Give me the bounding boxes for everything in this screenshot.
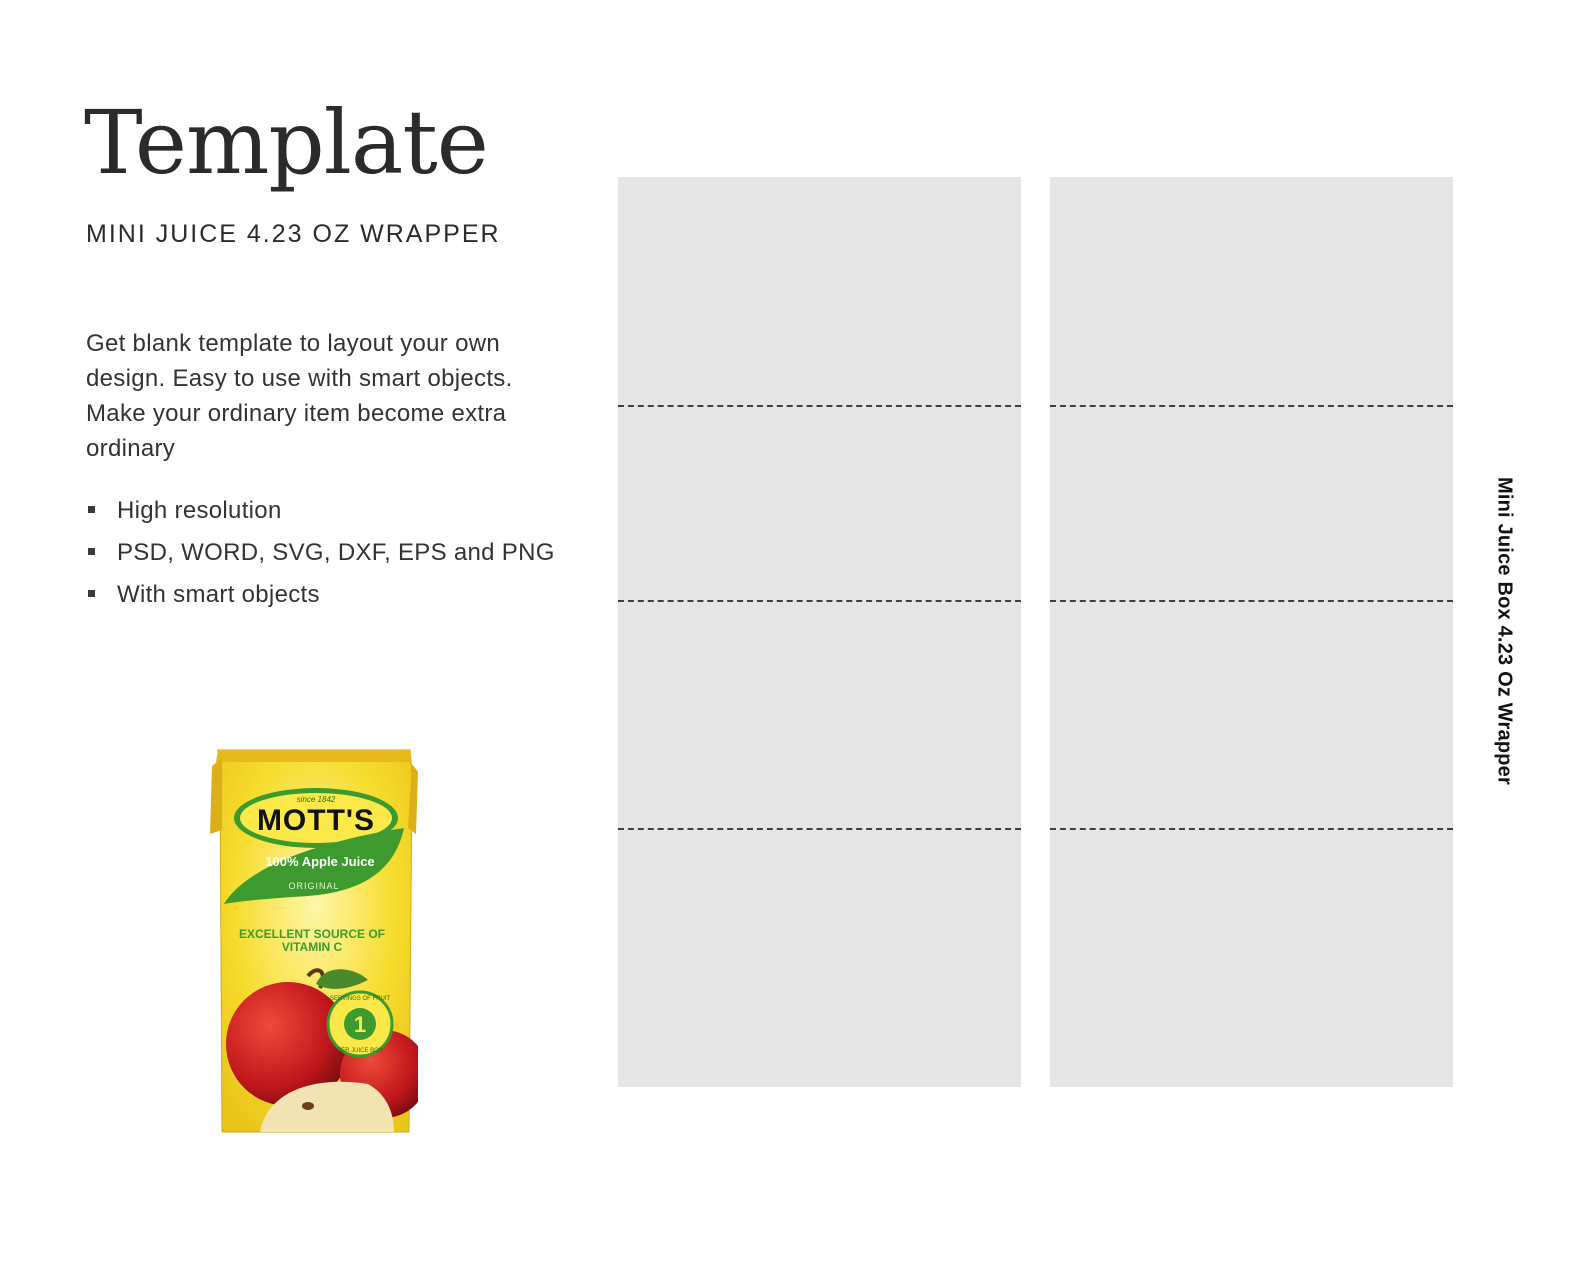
juice-box-image (208, 744, 418, 1136)
template-panel-left (618, 177, 1021, 1087)
description-text: Get blank template to layout your own design. Easy to use with smart objects. Make your ordinary item become extra ordinary (86, 330, 513, 462)
fold-line (618, 828, 1021, 830)
page-title: Template (84, 91, 488, 194)
fold-line (1050, 405, 1453, 407)
claim-line-2: VITAMIN C (281, 940, 343, 954)
badge-top-text: SERVINGS OF FRUIT (329, 996, 391, 1002)
fold-line (618, 405, 1021, 407)
fold-line (1050, 828, 1453, 830)
feature-label: PSD, WORD, SVG, DXF, EPS and PNG (117, 539, 555, 566)
claim-line-1: EXCELLENT SOURCE OF (238, 927, 386, 941)
badge-number: 1 (353, 1012, 367, 1037)
juice-text: 100% Apple Juice (265, 854, 375, 869)
badge-bottom-text: PER JUICE BOX (337, 1048, 383, 1054)
variant-text: ORIGINAL (288, 881, 340, 891)
since-text: since 1842 (296, 795, 336, 804)
fold-line (1050, 600, 1453, 602)
product-subtitle: MINI JUICE 4.23 OZ WRAPPER (86, 220, 501, 248)
bullet-icon (88, 506, 95, 513)
feature-label: With smart objects (117, 581, 320, 608)
side-label: Mini Juice Box 4.23 Oz Wrapper (1493, 477, 1516, 785)
feature-label: High resolution (117, 497, 282, 524)
feature-item (86, 574, 555, 616)
fold-line (618, 600, 1021, 602)
feature-list (86, 490, 555, 616)
feature-item (86, 532, 555, 574)
bullet-icon (88, 590, 95, 597)
feature-item (86, 490, 555, 532)
brand-text: MOTT'S (256, 804, 376, 837)
bullet-icon (88, 548, 95, 555)
template-panel-right (1050, 177, 1453, 1087)
